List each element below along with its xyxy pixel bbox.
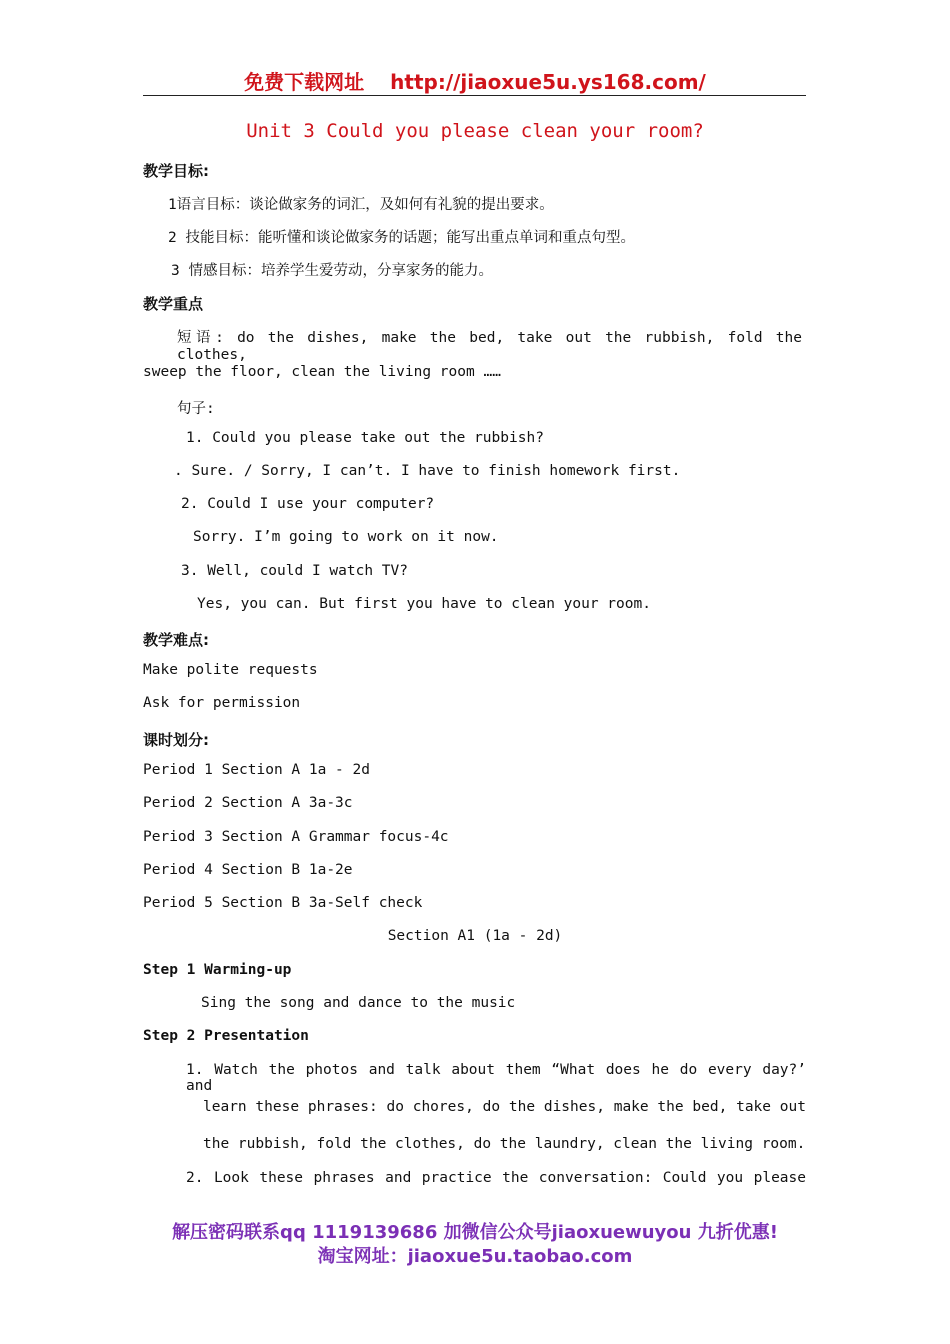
header-label: 免费下载网址 [244, 70, 365, 94]
difficulty-item: Make polite requests [143, 662, 318, 678]
page-header [0, 66, 950, 95]
header-rule [143, 95, 806, 96]
difficulty-item: Ask for permission [143, 695, 301, 711]
sentence-item: 3. Well, could I watch TV? [181, 563, 408, 579]
unit-title: Unit 3 Could you please clean your room? [246, 120, 704, 142]
objective-item: 3 情感目标：培养学生爱劳动，分享家务的能力。 [171, 263, 493, 279]
period-item: Period 3 Section A Grammar focus-4c [143, 829, 449, 845]
footer-contact: 解压密码联系qq 1119139686 加微信公众号jiaoxuewuyou 九折优惠! [172, 1222, 778, 1243]
section-title: Section A1 (1a - 2d) [387, 928, 563, 944]
sentence-item: Yes, you can. But first you have to clean your room. [197, 596, 651, 612]
objectives-heading: 教学目标: [143, 162, 209, 180]
step1-text: Sing the song and dance to the music [201, 995, 516, 1011]
difficulties-heading: 教学难点: [143, 631, 209, 649]
objective-item: 1语言目标：谈论做家务的词汇，及如何有礼貌的提出要求。 [168, 197, 554, 213]
step2-heading: Step 2 Presentation [143, 1028, 309, 1044]
phrases-line: 短语: do the dishes, make the bed, take out the rubbish, fold the clothes, [177, 330, 802, 363]
phrases-line: sweep the floor, clean the living room …… [143, 364, 501, 380]
period-item: Period 5 Section B 3a-Self check [143, 895, 423, 911]
step2-item-line: 2. Look these phrases and practice the conversation: Could you please [186, 1170, 806, 1186]
header-url-link[interactable]: http://jiaoxue5u.ys168.com/ [390, 70, 706, 94]
footer-shop-link[interactable]: 淘宝网址：jiaoxue5u.taobao.com [317, 1246, 633, 1267]
sentence-item: Sorry. I’m going to work on it now. [193, 529, 499, 545]
objective-item: 2 技能目标：能听懂和谈论做家务的话题；能写出重点单词和重点句型。 [168, 230, 635, 246]
step1-heading: Step 1 Warming-up [143, 962, 292, 978]
step2-item-line: 1. Watch the photos and talk about them “What does he do every day?’ and [186, 1062, 806, 1094]
period-item: Period 1 Section A 1a - 2d [143, 762, 370, 778]
period-item: Period 2 Section A 3a-3c [143, 795, 353, 811]
sentence-item: . Sure. / Sorry, I can’t. I have to finish homework first. [174, 463, 681, 479]
step2-item-line: learn these phrases: do chores, do the dishes, make the bed, take out [203, 1099, 806, 1115]
sentence-item: 1. Could you please take out the rubbish? [186, 430, 544, 446]
sentences-label: 句子: [177, 401, 215, 417]
step2-item-line: the rubbish, fold the clothes, do the laundry, clean the living room. [203, 1136, 806, 1152]
sentence-item: 2. Could I use your computer? [181, 496, 435, 512]
period-item: Period 4 Section B 1a-2e [143, 862, 353, 878]
periods-heading: 课时划分: [143, 731, 209, 749]
key-points-heading: 教学重点 [143, 295, 204, 313]
